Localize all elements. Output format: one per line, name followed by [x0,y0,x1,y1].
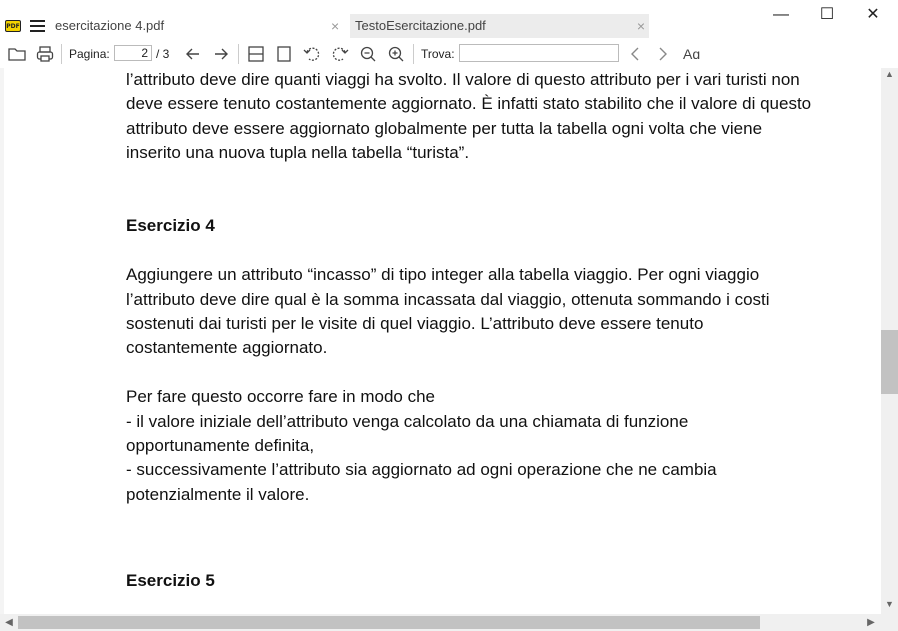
tab-label: esercitazione 4.pdf [55,18,165,33]
page-number-input[interactable] [114,45,152,61]
tab-close-icon[interactable]: × [636,18,645,34]
menu-icon[interactable] [30,20,45,32]
section-heading: Esercizio 5 [126,571,215,591]
doc-line: l’attributo deve dire quanti viaggi ha svolto. Il valore di questo attributo per i vari turisti non [126,70,800,89]
app-logo-icon: PDF [5,20,21,32]
section-heading: Esercizio 4 [126,216,215,236]
doc-line: potenzialmente il valore. [126,484,310,504]
doc-line: costantemente aggiornato. [126,338,328,358]
previous-page-icon[interactable] [184,44,202,64]
rotate-left-icon[interactable] [303,44,321,64]
find-previous-icon[interactable] [627,44,643,64]
horizontal-scrollbar[interactable] [0,614,898,631]
find-next-icon[interactable] [655,44,671,64]
font-settings-button[interactable]: Aɑ [683,46,701,62]
close-button[interactable]: ✕ [866,6,880,23]
print-icon[interactable] [36,44,54,64]
maximize-button[interactable]: ☐ [819,6,835,23]
page-label: Pagina: [69,47,110,61]
doc-line: deve essere tenuto costantemente aggiornato. È infatti stato stabilito che il valore di questo [126,94,812,114]
doc-line: inserito una nuova tupla nella tabella “turista”. [126,143,470,163]
fit-page-icon[interactable] [275,44,293,64]
next-page-icon[interactable] [212,44,230,64]
doc-line: Aggiungere un attributo “incasso” di tipo integer alla tabella viaggio. Per ogni viaggio [126,265,760,285]
zoom-out-icon[interactable] [359,44,377,64]
vertical-scroll-thumb[interactable] [881,330,898,394]
doc-line: - successivamente l’attributo sia aggiornato ad ogni operazione che ne cambia [126,460,717,480]
fit-width-icon[interactable] [247,44,265,64]
open-folder-icon[interactable] [8,44,26,64]
scroll-down-icon[interactable]: ▼ [885,599,894,609]
scroll-right-icon[interactable]: ▶ [867,617,875,628]
tab-esercitazione[interactable] [50,14,348,38]
page-text [126,68,881,594]
vertical-scrollbar[interactable] [881,68,898,614]
tab-label: TestoEsercitazione.pdf [355,18,486,33]
pdf-page [4,68,881,614]
toolbar-separator [61,44,62,64]
page-total: / 3 [156,47,170,61]
toolbar-separator [238,44,239,64]
scroll-left-icon[interactable]: ◀ [5,617,13,628]
zoom-in-icon[interactable] [387,44,405,64]
doc-line: Per fare questo occorre fare in modo che [126,387,435,407]
doc-line: attributo deve essere aggiornato globalmente per tutta la tabella ogni volta che viene [126,118,763,138]
document-viewer[interactable] [0,68,881,614]
doc-line: opportunamente definita, [126,436,315,456]
doc-line: sostenuti dai turisti per le visite di quel viaggio. L’attributo deve essere tenuto [126,314,704,334]
rotate-right-icon[interactable] [331,44,349,64]
minimize-button[interactable]: — [773,6,789,23]
doc-line: - il valore iniziale dell’attributo venga calcolato da una chiamata di funzione [126,411,689,431]
tab-testo-esercitazione[interactable] [350,14,649,38]
find-label: Trova: [421,47,455,61]
horizontal-scroll-thumb[interactable] [18,616,760,629]
title-bar [0,0,898,40]
scroll-up-icon[interactable]: ▲ [885,69,894,79]
tab-close-icon[interactable]: × [331,18,340,34]
find-input[interactable] [459,44,619,62]
toolbar-separator [413,44,414,64]
doc-line: l’attributo deve dire qual è la somma incassata dal viaggio, ottenuta sommando i costi [126,289,770,309]
